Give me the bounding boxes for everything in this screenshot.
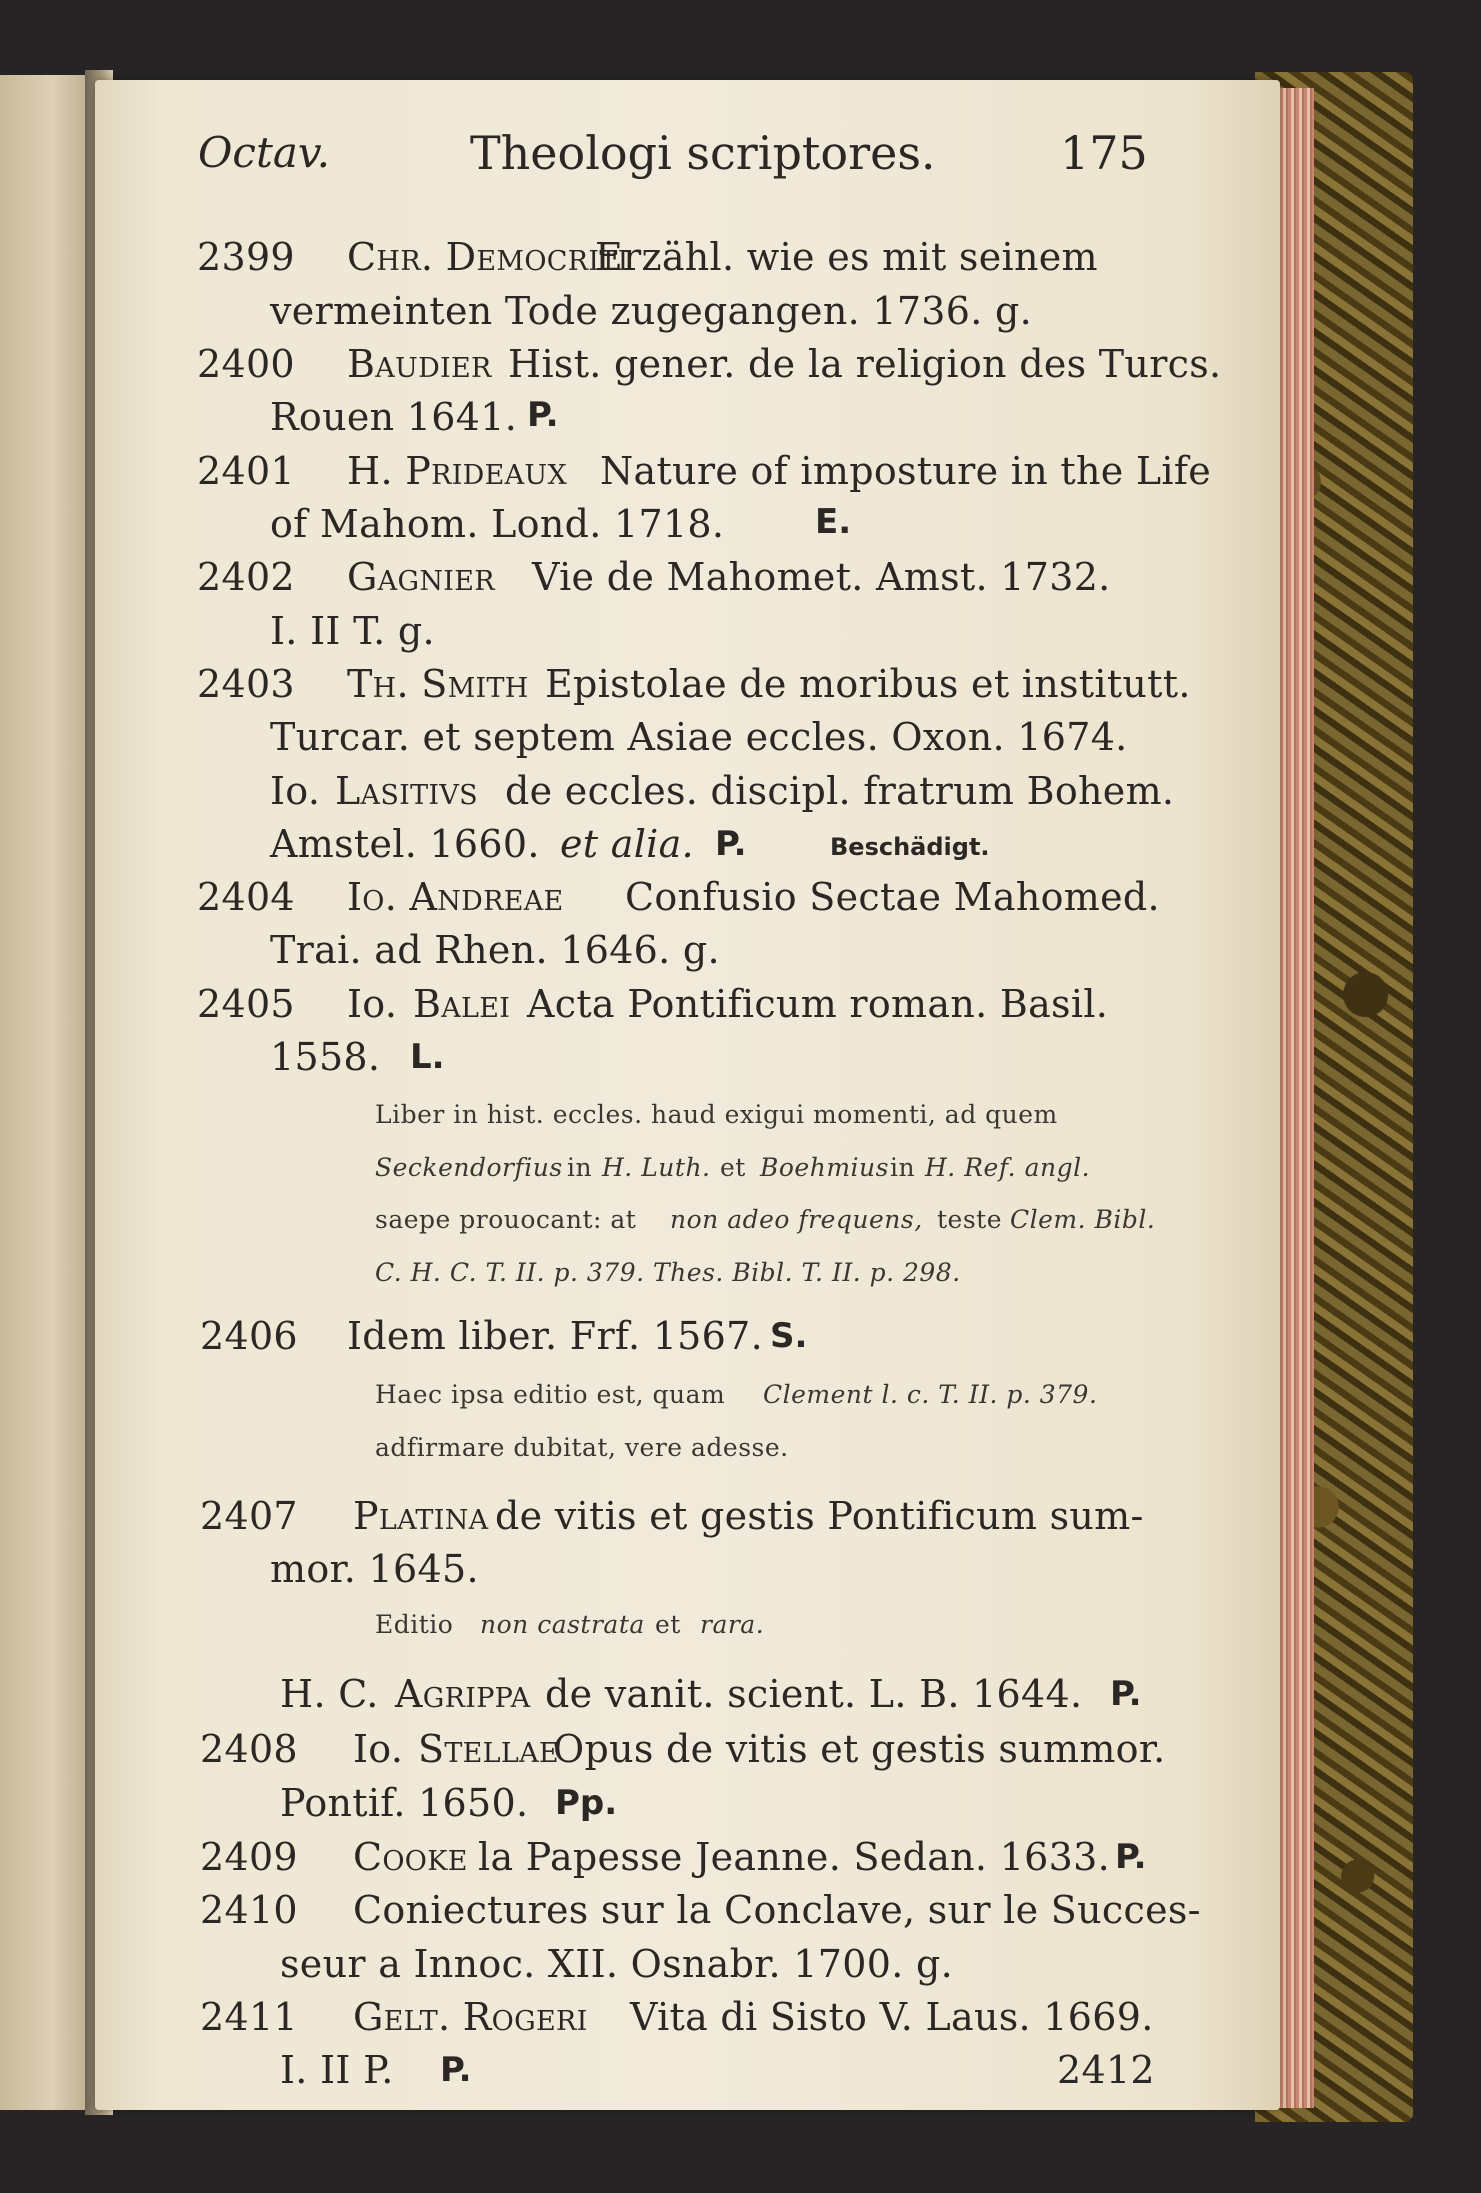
entry-text: mor. 1645. — [270, 1547, 479, 1591]
entry-text: Vita di Sisto V. Laus. 1669. — [630, 1995, 1154, 2039]
entry-author: Stellae — [418, 1727, 559, 1771]
entry-number: 2409 — [200, 1835, 298, 1879]
note-line: in — [567, 1153, 593, 1182]
entry-author: Platina — [353, 1494, 489, 1538]
note-line: Editio — [375, 1610, 454, 1639]
entry-number: 2405 — [197, 982, 295, 1026]
binding-mark: P. — [1110, 1674, 1142, 1714]
entry-text: Turcar. et septem Asiae eccles. Oxon. 1674. — [270, 715, 1128, 759]
entry-number: 2400 — [197, 342, 295, 386]
entry-text: Erzähl. wie es mit seinem — [595, 235, 1098, 279]
entry-author: Cooke — [353, 1835, 468, 1879]
binding-mark: L. — [410, 1037, 445, 1077]
entry-number: 2411 — [200, 1995, 298, 2039]
note-italic: H. Luth. — [602, 1153, 711, 1182]
entry-number: 2407 — [200, 1494, 298, 1538]
entry-text: Coniectures sur la Conclave, sur le Succes- — [353, 1888, 1201, 1932]
entry-text: 1558. — [270, 1035, 381, 1079]
entry-text: Idem liber. Frf. 1567. — [347, 1314, 763, 1358]
page-number: 175 — [1060, 126, 1148, 180]
entry-author: H. Prideaux — [347, 449, 567, 493]
note-italic: Boehmius — [760, 1153, 889, 1182]
entry-author: Baudier — [347, 342, 492, 386]
note-italic: non castrata — [480, 1610, 645, 1639]
entry-text: I. II T. g. — [270, 609, 435, 653]
entry-text: la Papesse Jeanne. Sedan. 1633. — [478, 1835, 1110, 1879]
entry-text: Confusio Sectae Mahomed. — [625, 875, 1160, 919]
entry-text: of Mahom. Lond. 1718. — [270, 502, 725, 546]
entry-text: Vie de Mahomet. Amst. 1732. — [532, 555, 1111, 599]
entry-text: Rouen 1641. — [270, 395, 518, 439]
entry-text: Acta Pontificum roman. Basil. — [527, 982, 1109, 1026]
note-line: et — [720, 1153, 746, 1182]
entry-number: 2401 — [197, 449, 295, 493]
note-line: Haec ipsa editio est, quam — [375, 1380, 726, 1409]
binding-mark: P. — [1115, 1837, 1147, 1877]
entry-text: Opus de vitis et gestis summor. — [553, 1727, 1166, 1771]
binding-mark: P. — [440, 2050, 472, 2090]
binding-mark: S. — [770, 1316, 808, 1356]
binding-mark: P. — [527, 395, 559, 435]
entry-text: I. II P. — [280, 2048, 394, 2092]
entry-number: 2399 — [197, 235, 295, 279]
note-italic: Seckendorfius — [375, 1153, 563, 1182]
entry-text: Io. — [347, 982, 398, 1026]
entry-text: Epistolae de moribus et institutt. — [545, 662, 1191, 706]
entry-text: Io. — [270, 769, 321, 813]
entry-text: H. C. — [280, 1672, 379, 1716]
note-italic: Clement l. c. T. II. p. 379. — [763, 1380, 1098, 1409]
note-italic: non adeo frequens, — [670, 1205, 923, 1234]
condition-note: Beschädigt. — [830, 833, 990, 861]
entry-author: Agrippa — [395, 1672, 531, 1716]
entry-text-italic: et alia. — [560, 822, 694, 866]
binding-mark: E. — [815, 502, 852, 542]
entry-text: de vitis et gestis Pontificum sum- — [495, 1494, 1144, 1538]
entry-text: de vanit. scient. L. B. 1644. — [545, 1672, 1083, 1716]
entry-number: 2404 — [197, 875, 295, 919]
entry-text: Amstel. 1660. — [270, 822, 540, 866]
note-italic: H. Ref. angl. — [925, 1153, 1091, 1182]
note-line: in — [890, 1153, 916, 1182]
note-line: teste — [937, 1205, 1003, 1234]
page-title: Theologi scriptores. — [470, 126, 936, 180]
entry-author: Gagnier — [347, 555, 495, 599]
entry-author: Chr. Democriti — [347, 235, 629, 279]
right-page — [95, 80, 1280, 2110]
entry-text: Nature of imposture in the Life — [600, 449, 1212, 493]
entry-author: Lasitivs — [335, 769, 478, 813]
left-page-edge — [0, 75, 95, 2110]
entry-number: 2408 — [200, 1727, 298, 1771]
binding-mark: P. — [715, 824, 747, 864]
entry-text: Io. — [353, 1727, 404, 1771]
entry-text: vermeinten Tode zugegangen. 1736. g. — [270, 289, 1033, 333]
entry-number: 2402 — [197, 555, 295, 599]
entry-author: Balei — [413, 982, 511, 1026]
entry-text: Pontif. 1650. — [280, 1781, 529, 1825]
note-line: saepe prouocant: at — [375, 1205, 637, 1234]
header-left: Octav. — [198, 128, 330, 177]
entry-number: 2403 — [197, 662, 295, 706]
binding-mark: Pp. — [555, 1783, 618, 1823]
note-italic: Clem. Bibl. — [1010, 1205, 1156, 1234]
entry-author: Gelt. Rogeri — [353, 1995, 588, 2039]
entry-text: Hist. gener. de la religion des Turcs. — [508, 342, 1222, 386]
entry-text: de eccles. discipl. fratrum Bohem. — [505, 769, 1175, 813]
entry-author: Io. Andreae — [347, 875, 564, 919]
note-line: Liber in hist. eccles. haud exigui momenti, ad quem — [375, 1100, 1058, 1129]
note-line: adfirmare dubitat, vere adesse. — [375, 1433, 789, 1462]
note-italic: C. H. C. T. II. p. 379. Thes. Bibl. T. II. p. 298. — [375, 1258, 961, 1287]
note-italic: rara. — [700, 1610, 765, 1639]
entry-text: seur a Innoc. XII. Osnabr. 1700. g. — [280, 1942, 953, 1986]
entry-number: 2406 — [200, 1314, 298, 1358]
note-line: et — [655, 1610, 681, 1639]
catchword: 2412 — [1057, 2048, 1155, 2092]
entry-number: 2410 — [200, 1888, 298, 1932]
entry-author: Th. Smith — [347, 662, 529, 706]
entry-text: Trai. ad Rhen. 1646. g. — [270, 928, 720, 972]
